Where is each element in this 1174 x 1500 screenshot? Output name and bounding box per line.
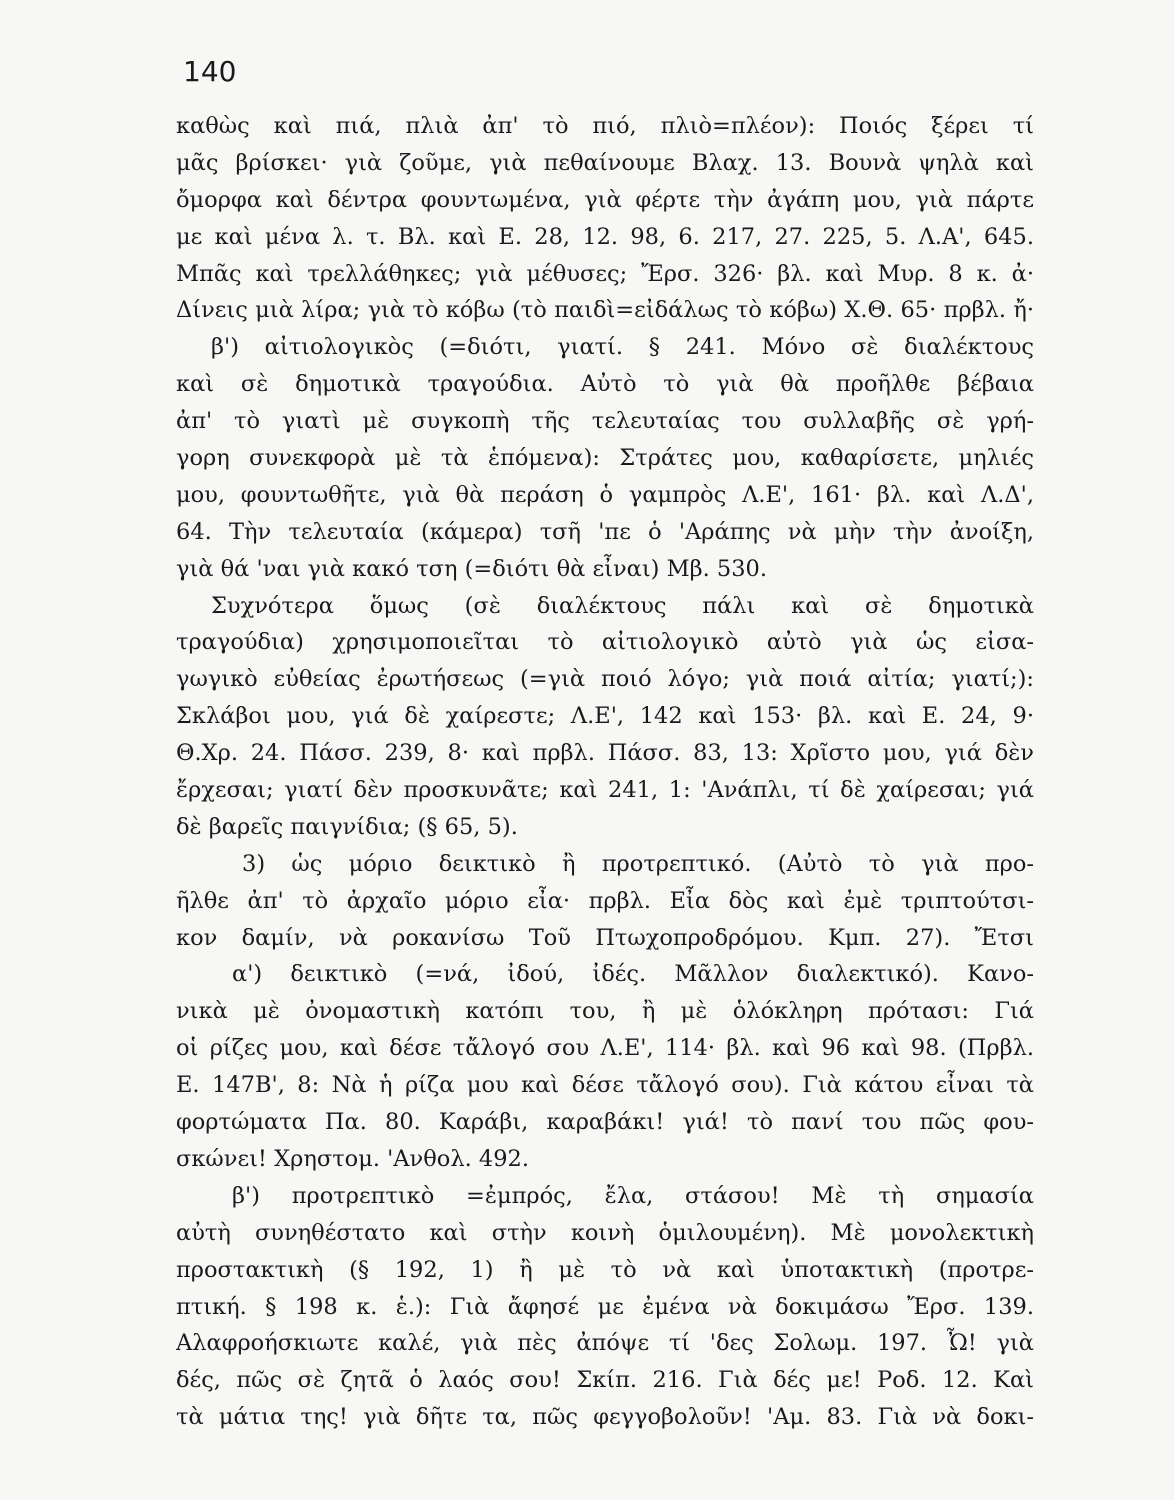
- text-line: νικὰ μὲ ὀνομαστικὴ κατόπι του, ἢ μὲ ὁλόκληρη πρότασι: Γιά: [176, 998, 1034, 1025]
- text-line: Σκλάβοι μου, γιά δὲ χαίρεστε; Λ.Ε', 142 καὶ 153· βλ. καὶ Ε. 24, 9·: [176, 703, 1034, 730]
- text-line: Δίνεις μιὰ λίρα; γιὰ τὸ κόβω (τὸ παιδὶ=εἰδάλως τὸ κόβω) Χ.Θ. 65· πρβλ. ἤ·: [176, 297, 1034, 324]
- text-line: με καὶ μένα λ. τ. Βλ. καὶ Ε. 28, 12. 98, 6. 217, 27. 225, 5. Λ.Α', 645.: [176, 223, 1034, 250]
- text-line: ῆλθε ἀπ' τὸ ἀρχαῖο μόριο εἶα· πρβλ. Εἶα δὸς καὶ ἐμὲ τριπτούτσι-: [176, 887, 1034, 914]
- text-line: δές, πῶς σὲ ζητᾶ ὁ λαός σου! Σκίπ. 216. Γιὰ δές με! Ροδ. 12. Καὶ: [176, 1367, 1034, 1394]
- text-line: α') δεικτικὸ (=νά, ἰδού, ἰδές. Μᾶλλον διαλεκτικό). Κανο-: [232, 961, 1034, 988]
- text-line: καὶ σὲ δημοτικὰ τραγούδια. Αὐτὸ τὸ γιὰ θὰ προῆλθε βέβαια: [176, 371, 1034, 398]
- page-number: 140: [183, 55, 237, 88]
- text-line: γιὰ θά 'ναι γιὰ κακό τση (=διότι θὰ εἶναι) Μβ. 530.: [176, 555, 768, 582]
- text-line: καθὼς καὶ πιά, πλιὰ ἀπ' τὸ πιό, πλιὸ=πλέον): Ποιός ξέρει τί: [176, 113, 1034, 139]
- text-line: Συχνότερα ὅμως (σὲ διαλέκτους πάλι καὶ σὲ δημοτικὰ: [211, 592, 1034, 619]
- text-line: γωγικὸ εὐθείας ἐρωτήσεως (=γιὰ ποιό λόγο; γιὰ ποιά αἰτία; γιατί;):: [176, 666, 1034, 693]
- body-text: [176, 108, 1034, 1436]
- text-line: τὰ μάτια της! γιὰ δῆτε τα, πῶς φεγγοβολοῦν! 'Αμ. 83. Γιὰ νὰ δοκι-: [176, 1404, 1034, 1431]
- text-line: αὐτὴ συνηθέστατο καὶ στὴν κοινὴ ὁμιλουμένη). Μὲ μονολεκτικὴ: [176, 1219, 1034, 1246]
- text-line: κον δαμίν, νὰ ροκανίσω Τοῦ Πτωχοπροδρόμου. Κμπ. 27). Ἔτσι: [176, 924, 1034, 951]
- text-line: β') αἰτιολογικὸς (=διότι, γιατί. § 241. Μόνο σὲ διαλέκτους: [211, 334, 1034, 361]
- text-line: μᾶς βρίσκει· γιὰ ζοῦμε, γιὰ πεθαίνουμε Βλαχ. 13. Βουνὰ ψηλὰ καὶ: [176, 149, 1034, 176]
- text-line: πτική. § 198 κ. ἑ.): Γιὰ ἄφησέ με ἐμένα νὰ δοκιμάσω Ἔρσ. 139.: [176, 1293, 1034, 1320]
- text-line: τραγούδια) χρησιμοποιεῖται τὸ αἰτιολογικὸ αὐτὸ γιὰ ὡς εἰσα-: [176, 629, 1034, 656]
- text-line: προστακτικὴ (§ 192, 1) ἢ μὲ τὸ νὰ καὶ ὑποτακτικὴ (προτρε-: [176, 1256, 1034, 1283]
- text-line: β') προτρεπτικὸ =ἐμπρός, ἔλα, στάσου! Μὲ τὴ σημασία: [232, 1182, 1034, 1209]
- text-line: δὲ βαρεῖς παιγνίδια; (§ 65, 5).: [176, 813, 518, 840]
- text-line: Αλαφροήσκιωτε καλέ, γιὰ πὲς ἀπόψε τί 'δες Σολωμ. 197. Ὦ! γιὰ: [176, 1330, 1034, 1357]
- text-line: σκώνει! Χρηστομ. 'Ανθολ. 492.: [176, 1145, 529, 1172]
- text-line: οἱ ρίζες μου, καὶ δέσε τἄλογό σου Λ.Ε', 114· βλ. καὶ 96 καὶ 98. (Πρβλ.: [176, 1035, 1034, 1062]
- text-line: γορη συνεκφορὰ μὲ τὰ ἑπόμενα): Στράτες μου, καθαρίσετε, μηλιές: [176, 445, 1034, 472]
- text-line: ἀπ' τὸ γιατὶ μὲ συγκοπὴ τῆς τελευταίας του συλλαβῆς σὲ γρή-: [176, 408, 1034, 435]
- text-line: ὄμορφα καὶ δέντρα φουντωμένα, γιὰ φέρτε τὴν ἀγάπη μου, γιὰ πάρτε: [176, 186, 1034, 213]
- text-line: Ε. 147Β', 8: Νὰ ἡ ρίζα μου καὶ δέσε τἄλογό σου). Γιὰ κάτου εἶναι τὰ: [176, 1072, 1034, 1099]
- text-line: φορτώματα Πα. 80. Καράβι, καραβάκι! γιά! τὸ πανί του πῶς φου-: [176, 1109, 1034, 1136]
- text-line: Μπᾶς καὶ τρελλάθηκες; γιὰ μέθυσες; Ἔρσ. 326· βλ. καὶ Μυρ. 8 κ. ἀ·: [176, 260, 1034, 287]
- text-line: 64. Τὴν τελευταία (κάμερα) τσῆ 'πε ὁ 'Αράπης νὰ μὴν τὴν ἀνοίξη,: [176, 518, 1034, 545]
- text-line: μου, φουντωθῆτε, γιὰ θὰ περάση ὁ γαμπρὸς Λ.Ε', 161· βλ. καὶ Λ.Δ',: [176, 481, 1034, 508]
- text-line: ἔρχεσαι; γιατί δὲν προσκυνᾶτε; καὶ 241, 1: 'Ανάπλι, τί δὲ χαίρεσαι; γιά: [176, 777, 1034, 804]
- text-line: Θ.Χρ. 24. Πάσσ. 239, 8· καὶ πρβλ. Πάσσ. 83, 13: Χρῖστο μου, γιά δὲν: [176, 740, 1034, 767]
- text-line: 3) ὡς μόριο δεικτικὸ ἢ προτρεπτικό. (Αὐτὸ τὸ γιὰ προ-: [242, 850, 1034, 877]
